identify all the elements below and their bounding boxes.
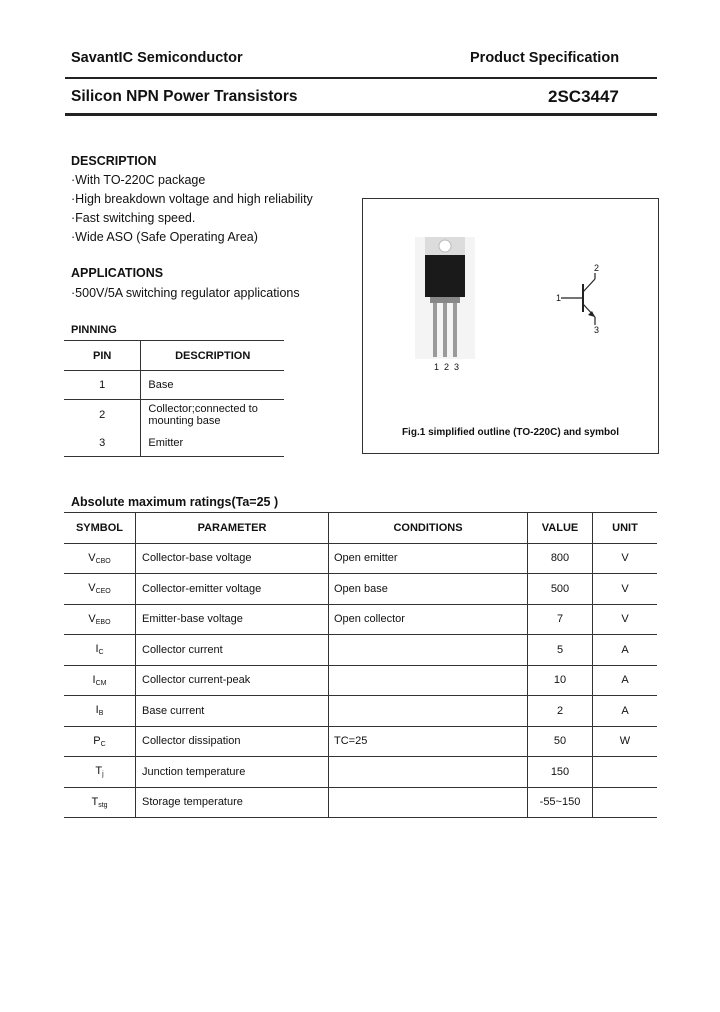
pin-number: 1 [64,371,141,400]
value-cell: -55~150 [528,787,593,818]
conditions-cell [329,635,528,666]
symbol-subscript: B [98,710,104,718]
table-row [64,604,657,635]
table-row [64,371,284,400]
symbol-letter: V [88,551,96,564]
unit-cell: A [593,696,658,727]
parameter-cell: Collector-base voltage [136,543,329,574]
table-row [64,543,657,574]
company-name: SavantIC Semiconductor [71,50,243,66]
description-item: ·With TO-220C package [71,173,206,187]
ratings-title: Absolute maximum ratings(Ta=25 ) [71,495,279,509]
figure-caption: Fig.1 simplified outline (TO-220C) and symbol [401,427,620,438]
conditions-cell [329,665,528,696]
conditions-cell [329,757,528,788]
parameter-cell: Storage temperature [136,787,329,818]
figure-box [362,198,659,454]
symbol-cell [64,635,136,666]
symbol-header: SYMBOL [64,513,136,544]
unit-cell: V [593,604,658,635]
symbol-subscript: j [102,771,104,779]
ratings-table [64,512,657,818]
symbol-cell [64,665,136,696]
header-rule-top [65,77,657,79]
applications-list [71,284,300,303]
table-row [64,665,657,696]
unit-cell: A [593,635,658,666]
parameter-header: PARAMETER [136,513,329,544]
symbol-base-label: 1 [556,293,562,303]
value-cell: 7 [528,604,593,635]
conditions-cell [329,787,528,818]
value-cell: 5 [528,635,593,666]
value-cell: 2 [528,696,593,727]
to220-package-image [415,237,475,359]
table-row [64,429,284,457]
value-cell: 10 [528,665,593,696]
symbol-subscript: CM [95,679,107,687]
pin-number: 3 [64,429,141,457]
conditions-cell [329,696,528,727]
conditions-cell: Open emitter [329,543,528,574]
symbol-letter: P [93,734,101,747]
conditions-cell: TC=25 [329,726,528,757]
symbol-subscript: CEO [95,588,111,596]
description-list [71,171,313,247]
symbol-letter: I [95,704,99,717]
table-row [64,726,657,757]
table-row [64,400,284,430]
description-title: DESCRIPTION [71,154,157,168]
symbol-cell [64,574,136,605]
application-item: ·500V/5A switching regulator applications [71,286,300,300]
table-row [64,696,657,727]
parameter-cell: Collector current [136,635,329,666]
applications-title: APPLICATIONS [71,266,164,280]
unit-header: UNIT [593,513,658,544]
symbol-subscript: C [100,740,106,748]
table-row [64,574,657,605]
symbol-letter: T [91,795,99,808]
pin-description: Base [141,371,284,400]
symbol-subscript: EBO [95,618,111,626]
unit-cell: A [593,665,658,696]
product-line: Silicon NPN Power Transistors [71,88,298,105]
symbol-cell [64,726,136,757]
conditions-cell: Open collector [329,604,528,635]
parameter-cell: Base current [136,696,329,727]
symbol-letter: V [88,612,96,625]
symbol-letter: I [95,643,99,656]
value-cell: 500 [528,574,593,605]
pin-description: Emitter [141,429,284,457]
pin-number: 2 [64,400,141,430]
pin-header: PIN [64,341,141,371]
value-cell: 50 [528,726,593,757]
parameter-cell: Collector dissipation [136,726,329,757]
part-number: 2SC3447 [548,87,619,106]
symbol-letter: V [88,582,96,595]
unit-cell [593,757,658,788]
parameter-cell: Collector current-peak [136,665,329,696]
symbol-subscript: stg [98,801,108,809]
unit-cell [593,787,658,818]
header-rule-bottom [65,113,657,116]
parameter-cell: Junction temperature [136,757,329,788]
table-row [64,787,657,818]
symbol-cell [64,787,136,818]
description-item: ·Fast switching speed. [71,211,196,225]
value-header: VALUE [528,513,593,544]
unit-cell: W [593,726,658,757]
symbol-subscript: C [98,649,104,657]
symbol-letter: I [92,673,96,686]
doc-type: Product Specification [470,50,620,66]
symbol-collector-label: 2 [594,263,600,273]
pin-description-header: DESCRIPTION [141,341,284,371]
conditions-header: CONDITIONS [329,513,528,544]
description-item: ·High breakdown voltage and high reliability [71,192,313,206]
unit-cell: V [593,574,658,605]
symbol-letter: T [95,765,103,778]
package-pin-labels: 1 2 3 [434,362,460,372]
npn-transistor-symbol-icon [561,271,601,331]
pinning-table [64,340,284,457]
value-cell: 150 [528,757,593,788]
table-row [64,635,657,666]
symbol-cell [64,696,136,727]
symbol-cell [64,543,136,574]
pinning-title: PINNING [71,324,117,336]
unit-cell: V [593,543,658,574]
symbol-subscript: CBO [95,557,111,565]
conditions-cell: Open base [329,574,528,605]
parameter-cell: Emitter-base voltage [136,604,329,635]
pin-description: Collector;connected to mounting base [148,402,258,427]
symbol-cell [64,757,136,788]
description-item: ·Wide ASO (Safe Operating Area) [71,230,258,244]
symbol-emitter-label: 3 [594,325,600,335]
symbol-cell [64,604,136,635]
table-row [64,757,657,788]
parameter-cell: Collector-emitter voltage [136,574,329,605]
value-cell: 800 [528,543,593,574]
table-header-row [64,513,657,544]
